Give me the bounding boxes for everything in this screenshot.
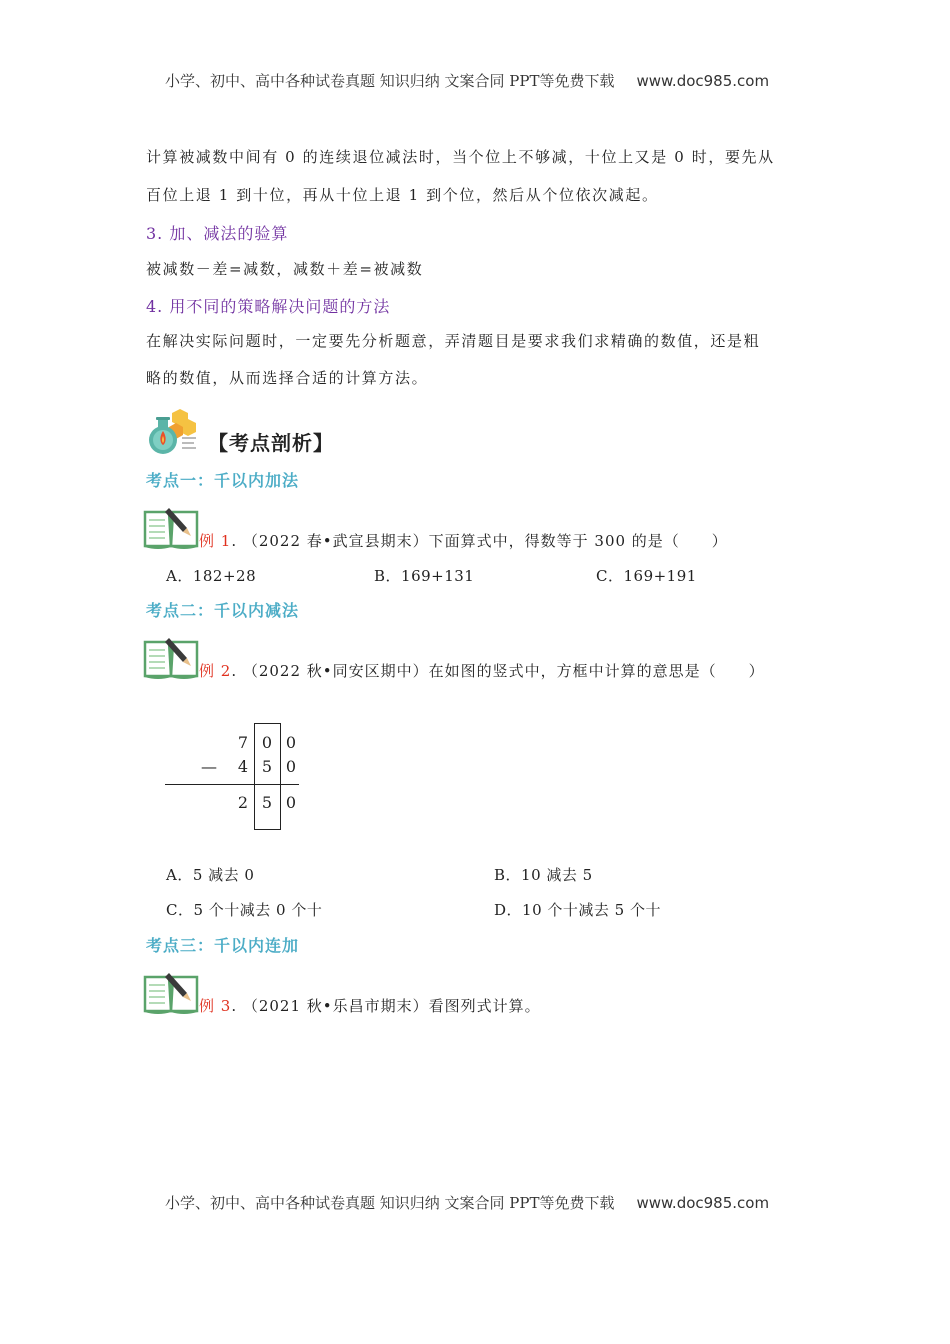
header-text: 小学、初中、高中各种试卷真题 知识归纳 文案合同 PPT等免费下载 xyxy=(165,72,615,90)
heading-strategy: 4. 用不同的策略解决问题的方法 xyxy=(146,297,391,316)
option-b[interactable]: B．169+131 xyxy=(374,567,475,585)
footer-url[interactable]: www.doc985.com xyxy=(636,1194,770,1212)
kaodian-2-title: 考点二：千以内减法 xyxy=(146,601,300,620)
digit: 0 xyxy=(285,733,297,752)
example-2-line xyxy=(199,660,765,681)
kaodian-3-title: 考点三：千以内连加 xyxy=(146,936,300,955)
footer-text: 小学、初中、高中各种试卷真题 知识归纳 文案合同 PPT等免费下载 xyxy=(165,1194,615,1212)
result-line xyxy=(165,784,299,785)
digit: 7 xyxy=(237,733,249,752)
paragraph-line: 百位上退 1 到十位，再从十位上退 1 到个位，然后从个位依次减起。 xyxy=(146,186,659,204)
example-3-line xyxy=(199,995,541,1016)
option-a[interactable]: A．182+28 xyxy=(166,567,257,585)
option-b[interactable]: B．10 减去 5 xyxy=(494,866,593,884)
option-c[interactable]: C．5 个十减去 0 个十 xyxy=(166,901,323,919)
example-3-text: . （2021 秋•乐昌市期末）看图列式计算。 xyxy=(231,997,541,1015)
book-pencil-icon xyxy=(143,636,199,680)
flask-hexagon-icon xyxy=(146,407,198,455)
vertical-subtraction-figure xyxy=(165,723,305,833)
digit: 0 xyxy=(285,793,297,812)
section-title: 【考点剖析】 xyxy=(208,431,334,455)
example-2-text: . （2022 秋•同安区期中）在如图的竖式中，方框中计算的意思是（ ） xyxy=(231,662,765,680)
example-2-label: 例 2 xyxy=(199,662,232,680)
paragraph-line: 被减数－差=减数，减数＋差=被减数 xyxy=(146,260,424,278)
digit: 5 xyxy=(261,757,273,776)
book-pencil-icon xyxy=(143,971,199,1015)
option-c[interactable]: C．169+191 xyxy=(596,567,697,585)
example-1-label: 例 1 xyxy=(199,532,232,550)
digit: 2 xyxy=(237,793,249,812)
paragraph-line: 在解决实际问题时，一定要先分析题意，弄清题目是要求我们求精确的数值，还是粗 xyxy=(146,332,761,350)
paragraph-line: 计算被减数中间有 0 的连续退位减法时，当个位上不够减，十位上又是 0 时，要先从 xyxy=(146,148,775,166)
kaodian-1-title: 考点一：千以内加法 xyxy=(146,471,300,490)
minus-sign: — xyxy=(201,757,217,776)
example-3-label: 例 3 xyxy=(199,997,232,1015)
digit: 0 xyxy=(285,757,297,776)
digit: 0 xyxy=(261,733,273,752)
header-url[interactable]: www.doc985.com xyxy=(636,72,770,90)
digit: 5 xyxy=(261,793,273,812)
page-header xyxy=(165,70,769,91)
example-1-line xyxy=(199,530,728,551)
digit: 4 xyxy=(237,757,249,776)
page-footer xyxy=(165,1192,769,1213)
example-1-text: . （2022 春•武宣县期末）下面算式中，得数等于 300 的是（ ） xyxy=(231,532,728,550)
book-pencil-icon xyxy=(143,506,199,550)
paragraph-line: 略的数值，从而选择合适的计算方法。 xyxy=(146,369,429,387)
heading-verification: 3. 加、减法的验算 xyxy=(146,224,289,243)
option-a[interactable]: A．5 减去 0 xyxy=(166,866,255,884)
option-d[interactable]: D．10 个十减去 5 个十 xyxy=(494,901,661,919)
